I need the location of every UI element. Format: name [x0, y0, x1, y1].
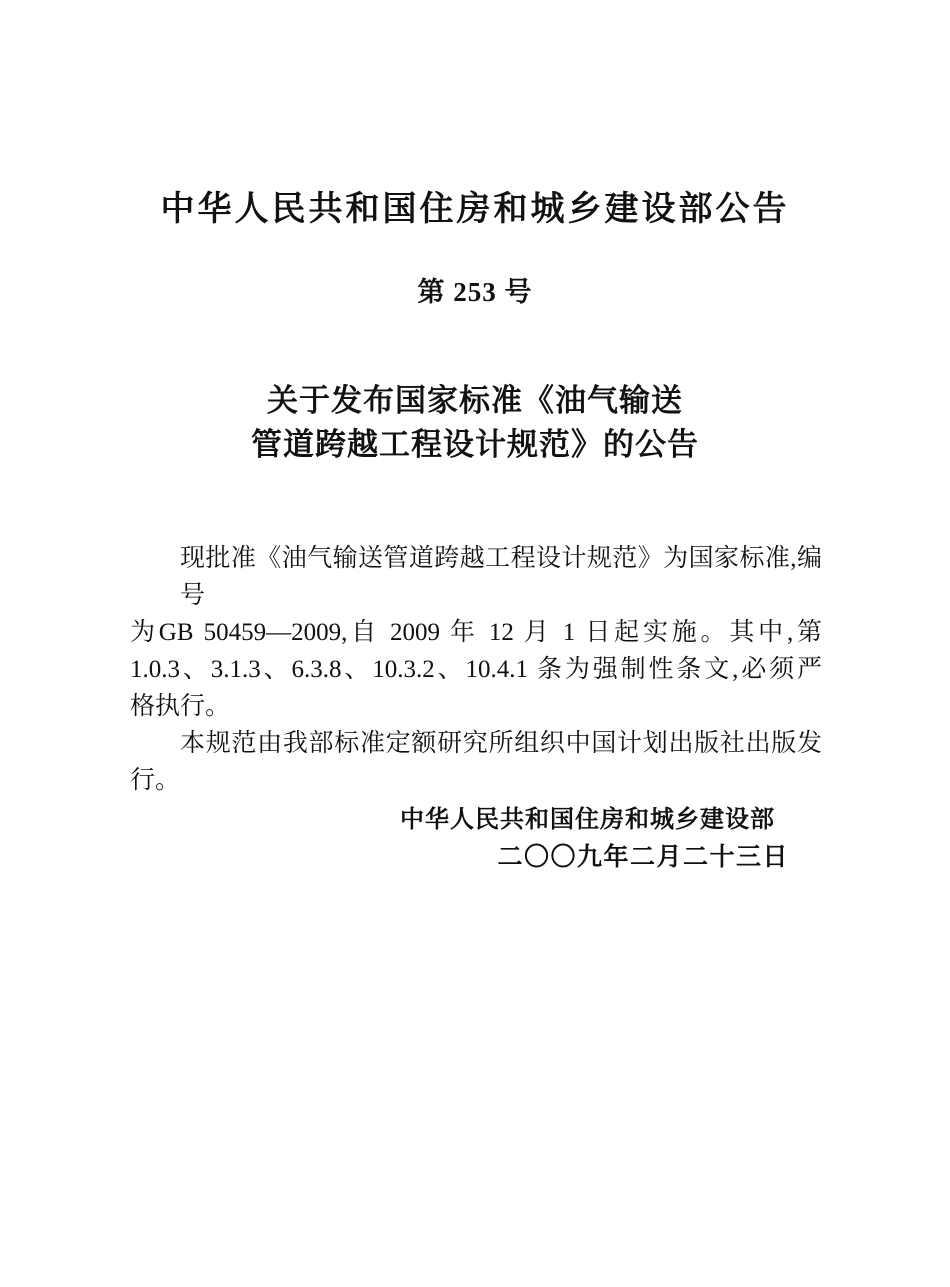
issue-date: 二〇〇九年二月二十三日 [497, 843, 789, 871]
issue-number: 第 253 号 [417, 277, 533, 307]
announcement-body [130, 540, 822, 799]
body-line: 本规范由我部标准定额研究所组织中国计划出版社出版发 [180, 730, 822, 757]
body-line: 现批准《油气输送管道跨越工程设计规范》为国家标准,编号 [180, 545, 822, 609]
body-line: 为GB 50459—2009,自 2009 年 12 月 1 日起实施。其中,第 [130, 619, 822, 646]
issuer-signature: 中华人民共和国住房和城乡建设部 [400, 806, 775, 833]
body-line: 格执行。 [130, 693, 231, 720]
subtitle-line-2: 管道跨越工程设计规范》的公告 [251, 427, 699, 462]
subtitle-line-1: 关于发布国家标准《油气输送 [267, 383, 683, 418]
announcement-subtitle [0, 379, 950, 467]
body-line: 1.0.3、3.1.3、6.3.8、10.3.2、10.4.1 条为强制性条文,必须严 [130, 656, 822, 683]
body-line: 行。 [130, 767, 181, 794]
page-title: 中华人民共和国住房和城乡建设部公告 [160, 190, 790, 228]
